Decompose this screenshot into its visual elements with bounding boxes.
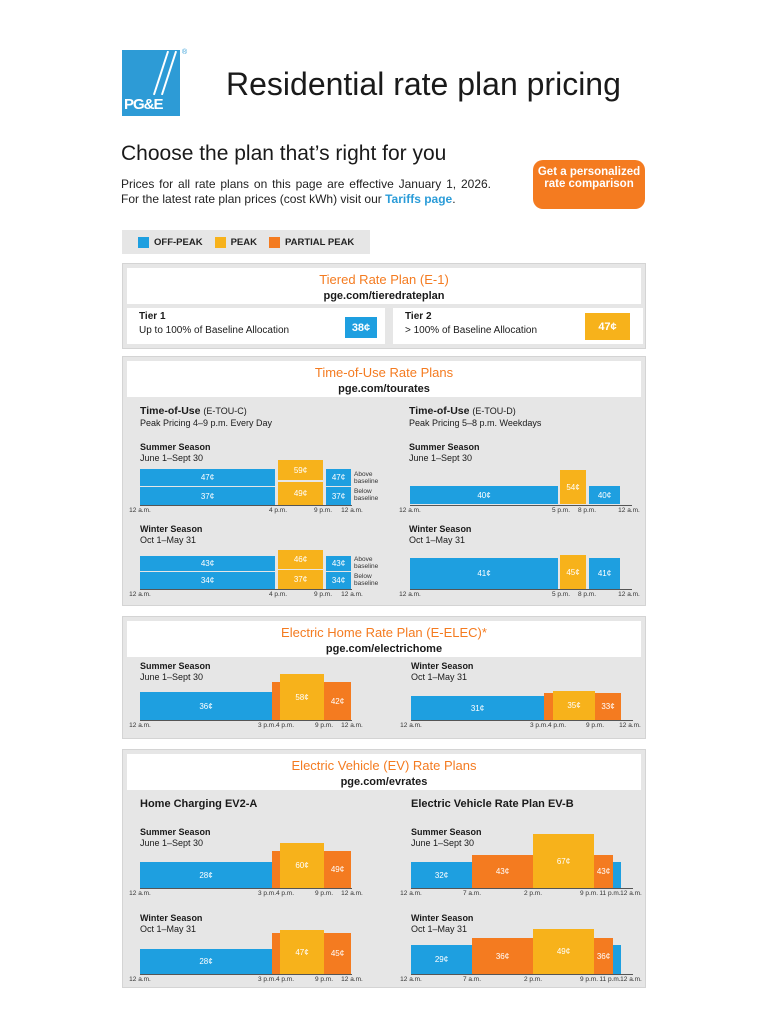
- tiered-panel: [122, 263, 646, 349]
- bar: 37¢: [278, 570, 323, 589]
- page-title: Residential rate plan pricing: [226, 66, 621, 102]
- elec-summer-dates: June 1–Sept 30: [140, 672, 204, 682]
- tick-label: 12 a.m.: [400, 722, 422, 729]
- tick-label: 9 p.m.: [314, 722, 334, 729]
- evb-winter: Winter Season: [411, 913, 474, 923]
- elec-url[interactable]: pge.com/electrichome: [325, 643, 443, 655]
- elec-panel: [122, 616, 646, 739]
- legend: [122, 230, 370, 254]
- tou-c-summer-dates: June 1–Sept 30: [140, 453, 204, 463]
- tick-label: 3 p.m.: [529, 722, 549, 729]
- tick-label: 12 a.m.: [341, 507, 363, 514]
- tick-label: 12 a.m.: [399, 507, 421, 514]
- bar: 28¢: [140, 949, 272, 974]
- ev2a-winter-dates: Oct 1–May 31: [140, 924, 197, 934]
- tou-title: Time-of-Use Rate Plans: [314, 365, 454, 380]
- tick-label: 9 p.m.: [313, 507, 333, 514]
- evb-winter-dates: Oct 1–May 31: [411, 924, 468, 934]
- registered-mark: ®: [182, 49, 188, 56]
- bar: 36¢: [140, 692, 272, 720]
- bar: 45¢: [324, 933, 351, 974]
- tier2-desc: > 100% of Baseline Allocation: [405, 325, 538, 336]
- tick-label: 7 a.m.: [462, 890, 482, 897]
- tick-label: 11 p.m.: [599, 890, 621, 897]
- axis: [140, 720, 352, 721]
- below-baseline-label: Below baseline: [354, 488, 379, 502]
- bar: 32¢: [411, 862, 472, 888]
- ev2a-title: Home Charging EV2-A: [140, 798, 258, 810]
- tier1-price: 38¢: [345, 317, 377, 338]
- tou-c-summer: Summer Season: [140, 442, 211, 452]
- tick-label: 12 a.m.: [400, 976, 422, 983]
- tick-label: 3 p.m.: [257, 722, 277, 729]
- tou-c-heading: Time-of-Use (E-TOU-C): [140, 405, 247, 417]
- elec-winter: Winter Season: [411, 661, 474, 671]
- axis: [140, 589, 352, 590]
- tiered-url[interactable]: pge.com/tieredrateplan: [323, 290, 445, 302]
- bar: 34¢: [140, 572, 275, 589]
- bar: 37¢: [326, 487, 351, 505]
- tick-label: 12 a.m.: [129, 591, 151, 598]
- logo-text: PG&E: [124, 96, 163, 113]
- tick-label: 12 a.m.: [129, 507, 151, 514]
- tier2-price: 47¢: [585, 313, 630, 340]
- bar: 54¢: [560, 470, 586, 504]
- tick-label: 9 p.m.: [579, 976, 599, 983]
- bar: 37¢: [140, 487, 275, 505]
- bar: 40¢: [589, 486, 620, 504]
- tick-label: 11 p.m.: [599, 976, 621, 983]
- tou-c-desc: Peak Pricing 4–9 p.m. Every Day: [140, 418, 273, 428]
- evb-summer-dates: June 1–Sept 30: [411, 838, 475, 848]
- tick-label: 4 p.m.: [268, 507, 288, 514]
- tick-label: 12 a.m.: [620, 890, 642, 897]
- bar: 49¢: [278, 482, 323, 505]
- tick-label: 12 a.m.: [341, 890, 363, 897]
- offpeak-swatch: [138, 237, 149, 248]
- partial-swatch: [269, 237, 280, 248]
- axis: [411, 974, 633, 975]
- bar: [544, 693, 553, 720]
- bar: [272, 682, 280, 720]
- tou-d-summer: Summer Season: [409, 442, 480, 452]
- tick-label: 12 a.m.: [341, 591, 363, 598]
- bar: 41¢: [410, 558, 558, 589]
- tier2-label: Tier 2: [405, 311, 432, 322]
- tick-label: 4 p.m.: [275, 976, 295, 983]
- pge-logo: [122, 50, 180, 116]
- bar: 42¢: [324, 682, 351, 720]
- axis: [140, 888, 352, 889]
- bar: 36¢: [594, 938, 613, 974]
- tick-label: 5 p.m.: [551, 507, 571, 514]
- tick-label: 2 p.m.: [523, 976, 543, 983]
- legend-partial: PARTIAL PEAK: [284, 236, 355, 248]
- legend-offpeak: OFF-PEAK: [154, 236, 203, 248]
- peak-swatch: [215, 237, 226, 248]
- bar: 29¢: [411, 945, 472, 974]
- tariffs-link[interactable]: Tariffs page: [385, 192, 453, 206]
- bar: 58¢: [280, 674, 324, 720]
- tick-label: 12 a.m.: [618, 591, 640, 598]
- tick-label: 9 p.m.: [585, 722, 605, 729]
- tou-d-winter: Winter Season: [409, 524, 472, 534]
- bar: 59¢: [278, 460, 323, 480]
- ev-panel: [122, 749, 646, 988]
- tick-label: 12 a.m.: [399, 591, 421, 598]
- bar: [613, 862, 621, 888]
- tick-label: 12 a.m.: [620, 976, 642, 983]
- tou-panel: [122, 356, 646, 606]
- tick-label: 12 a.m.: [129, 976, 151, 983]
- bar: 40¢: [410, 486, 558, 504]
- tou-d-heading: Time-of-Use (E-TOU-D): [409, 405, 516, 417]
- tou-d-desc: Peak Pricing 5–8 p.m. Weekdays: [409, 418, 542, 428]
- above-baseline-label: Above baseline: [354, 471, 379, 485]
- tou-c-winter: Winter Season: [140, 524, 203, 534]
- bar: 49¢: [533, 929, 594, 974]
- tick-label: 12 a.m.: [400, 890, 422, 897]
- bar: 60¢: [280, 843, 324, 888]
- section-heading: Choose the plan that’s right for you: [121, 142, 447, 165]
- intro-text: Prices for all rate plans on this page are effective January 1, 2026. For the latest rate plan prices (cost kWh) visit our Tariffs page.: [121, 177, 491, 206]
- tick-label: 4 p.m.: [275, 722, 295, 729]
- tick-label: 2 p.m.: [523, 890, 543, 897]
- tick-label: 12 a.m.: [341, 976, 363, 983]
- tick-label: 8 p.m.: [577, 591, 597, 598]
- tick-label: 12 a.m.: [618, 507, 640, 514]
- tick-label: 4 p.m.: [275, 890, 295, 897]
- above-baseline-label: Above baseline: [354, 556, 379, 570]
- evb-summer: Summer Season: [411, 827, 482, 837]
- tick-label: 9 p.m.: [314, 976, 334, 983]
- tou-d-summer-dates: June 1–Sept 30: [409, 453, 473, 463]
- bar: 43¢: [326, 556, 351, 571]
- tick-label: 9 p.m.: [313, 591, 333, 598]
- tiered-title: Tiered Rate Plan (E-1): [319, 272, 449, 287]
- bar: 47¢: [326, 469, 351, 486]
- bar: 28¢: [140, 862, 272, 888]
- ev-url[interactable]: pge.com/evrates: [340, 776, 428, 788]
- ev2a-winter: Winter Season: [140, 913, 203, 923]
- bar: 47¢: [140, 469, 275, 486]
- bar: 33¢: [595, 693, 621, 720]
- axis: [140, 505, 352, 506]
- bar: 43¢: [594, 855, 613, 888]
- axis: [410, 505, 632, 506]
- tick-label: 9 p.m.: [314, 890, 334, 897]
- below-baseline-label: Below baseline: [354, 573, 379, 587]
- axis: [410, 589, 632, 590]
- tick-label: 7 a.m.: [462, 976, 482, 983]
- tick-label: 4 p.m.: [547, 722, 567, 729]
- bar: [272, 851, 280, 888]
- tick-label: 4 p.m.: [268, 591, 288, 598]
- tou-c-winter-dates: Oct 1–May 31: [140, 535, 197, 545]
- bar: 41¢: [589, 558, 620, 589]
- elec-title: Electric Home Rate Plan (E-ELEC)*: [281, 625, 487, 640]
- evb-title: Electric Vehicle Rate Plan EV-B: [411, 798, 574, 810]
- bar: 34¢: [326, 572, 351, 589]
- tick-label: 12 a.m.: [619, 722, 641, 729]
- tou-url[interactable]: pge.com/tourates: [338, 383, 430, 395]
- axis: [411, 888, 633, 889]
- bar: 36¢: [472, 938, 533, 974]
- bar: 47¢: [280, 930, 324, 974]
- tick-label: 5 p.m.: [551, 591, 571, 598]
- tick-label: 3 p.m.: [257, 976, 277, 983]
- bar: 67¢: [533, 834, 594, 888]
- ev2a-summer-dates: June 1–Sept 30: [140, 838, 204, 848]
- bar: [613, 945, 621, 974]
- tick-label: 3 p.m.: [257, 890, 277, 897]
- bar: 45¢: [560, 555, 586, 589]
- bar: 46¢: [278, 550, 323, 569]
- tou-d-winter-dates: Oct 1–May 31: [409, 535, 466, 545]
- tick-label: 8 p.m.: [577, 507, 597, 514]
- tier1-desc: Up to 100% of Baseline Allocation: [139, 325, 290, 336]
- tier1-card: [127, 308, 385, 344]
- legend-peak: PEAK: [230, 236, 257, 248]
- axis: [411, 720, 633, 721]
- bar: 35¢: [553, 691, 595, 720]
- bar: 43¢: [472, 855, 533, 888]
- bar: 31¢: [411, 696, 544, 720]
- bar: 43¢: [140, 556, 275, 571]
- bar: 49¢: [324, 851, 351, 888]
- tick-label: 12 a.m.: [129, 722, 151, 729]
- elec-summer: Summer Season: [140, 661, 211, 671]
- tier2-card: [393, 308, 643, 344]
- tick-label: 12 a.m.: [341, 722, 363, 729]
- ev2a-summer: Summer Season: [140, 827, 211, 837]
- axis: [140, 974, 352, 975]
- tier1-label: Tier 1: [139, 311, 166, 322]
- rate-comparison-button[interactable]: Get a personalized rate comparison: [533, 160, 645, 209]
- tick-label: 9 p.m.: [579, 890, 599, 897]
- ev-title: Electric Vehicle (EV) Rate Plans: [291, 758, 477, 773]
- bar: [272, 933, 280, 974]
- elec-winter-dates: Oct 1–May 31: [411, 672, 468, 682]
- tick-label: 12 a.m.: [129, 890, 151, 897]
